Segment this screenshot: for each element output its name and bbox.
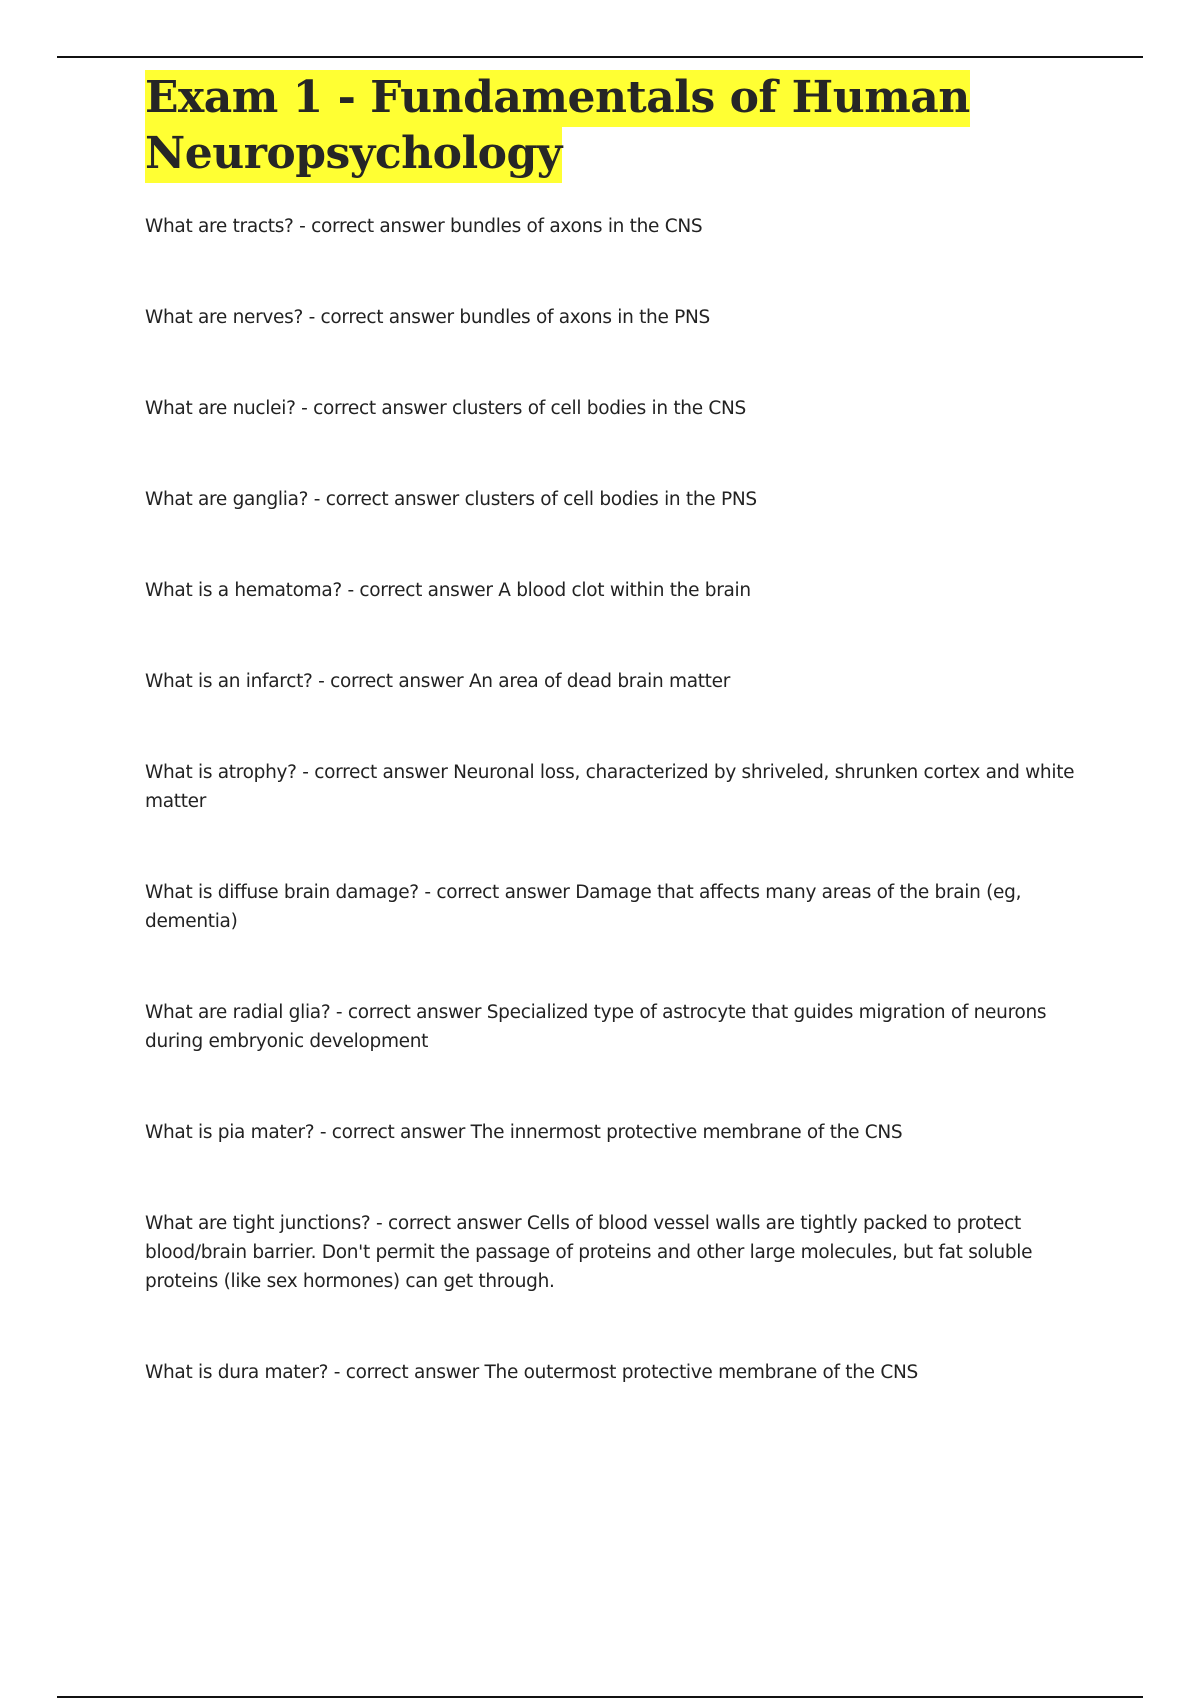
qa-item: What is atrophy? - correct answer Neuronal loss, characterized by shriveled, shrunken cortex and white matter [145, 762, 1075, 812]
qa-item: What are nuclei? - correct answer clusters of cell bodies in the CNS [145, 398, 746, 419]
qa-item: What is diffuse brain damage? - correct answer Damage that affects many areas of the brain (eg, dementia) [145, 882, 1022, 932]
qa-item: What is pia mater? - correct answer The innermost protective membrane of the CNS [145, 1122, 903, 1143]
qa-item: What are nerves? - correct answer bundles of axons in the PNS [145, 307, 710, 328]
qa-item: What are tight junctions? - correct answer Cells of blood vessel walls are tightly packed to protect blood/brain barrier. Don't permit the passage of proteins and other large molecules, but fat soluble proteins (like sex hormones) can get through. [145, 1213, 1033, 1292]
title-line-2: Neuropsychology [145, 126, 562, 183]
qa-item: What is dura mater? - correct answer The outermost protective membrane of the CNS [145, 1362, 918, 1383]
qa-list [145, 212, 1085, 1387]
title-line-1: Exam 1 - Fundamentals of Human [145, 70, 970, 127]
document-page [145, 70, 1085, 1387]
qa-item: What are ganglia? - correct answer clusters of cell bodies in the PNS [145, 489, 757, 510]
document-title [145, 70, 1085, 182]
top-rule [57, 56, 1143, 58]
qa-item: What is a hematoma? - correct answer A blood clot within the brain [145, 580, 751, 601]
qa-item: What are radial glia? - correct answer Specialized type of astrocyte that guides migration of neurons during embryonic development [145, 1002, 1047, 1052]
qa-item: What are tracts? - correct answer bundles of axons in the CNS [145, 216, 703, 237]
qa-item: What is an infarct? - correct answer An area of dead brain matter [145, 671, 731, 692]
bottom-rule [57, 1696, 1143, 1698]
